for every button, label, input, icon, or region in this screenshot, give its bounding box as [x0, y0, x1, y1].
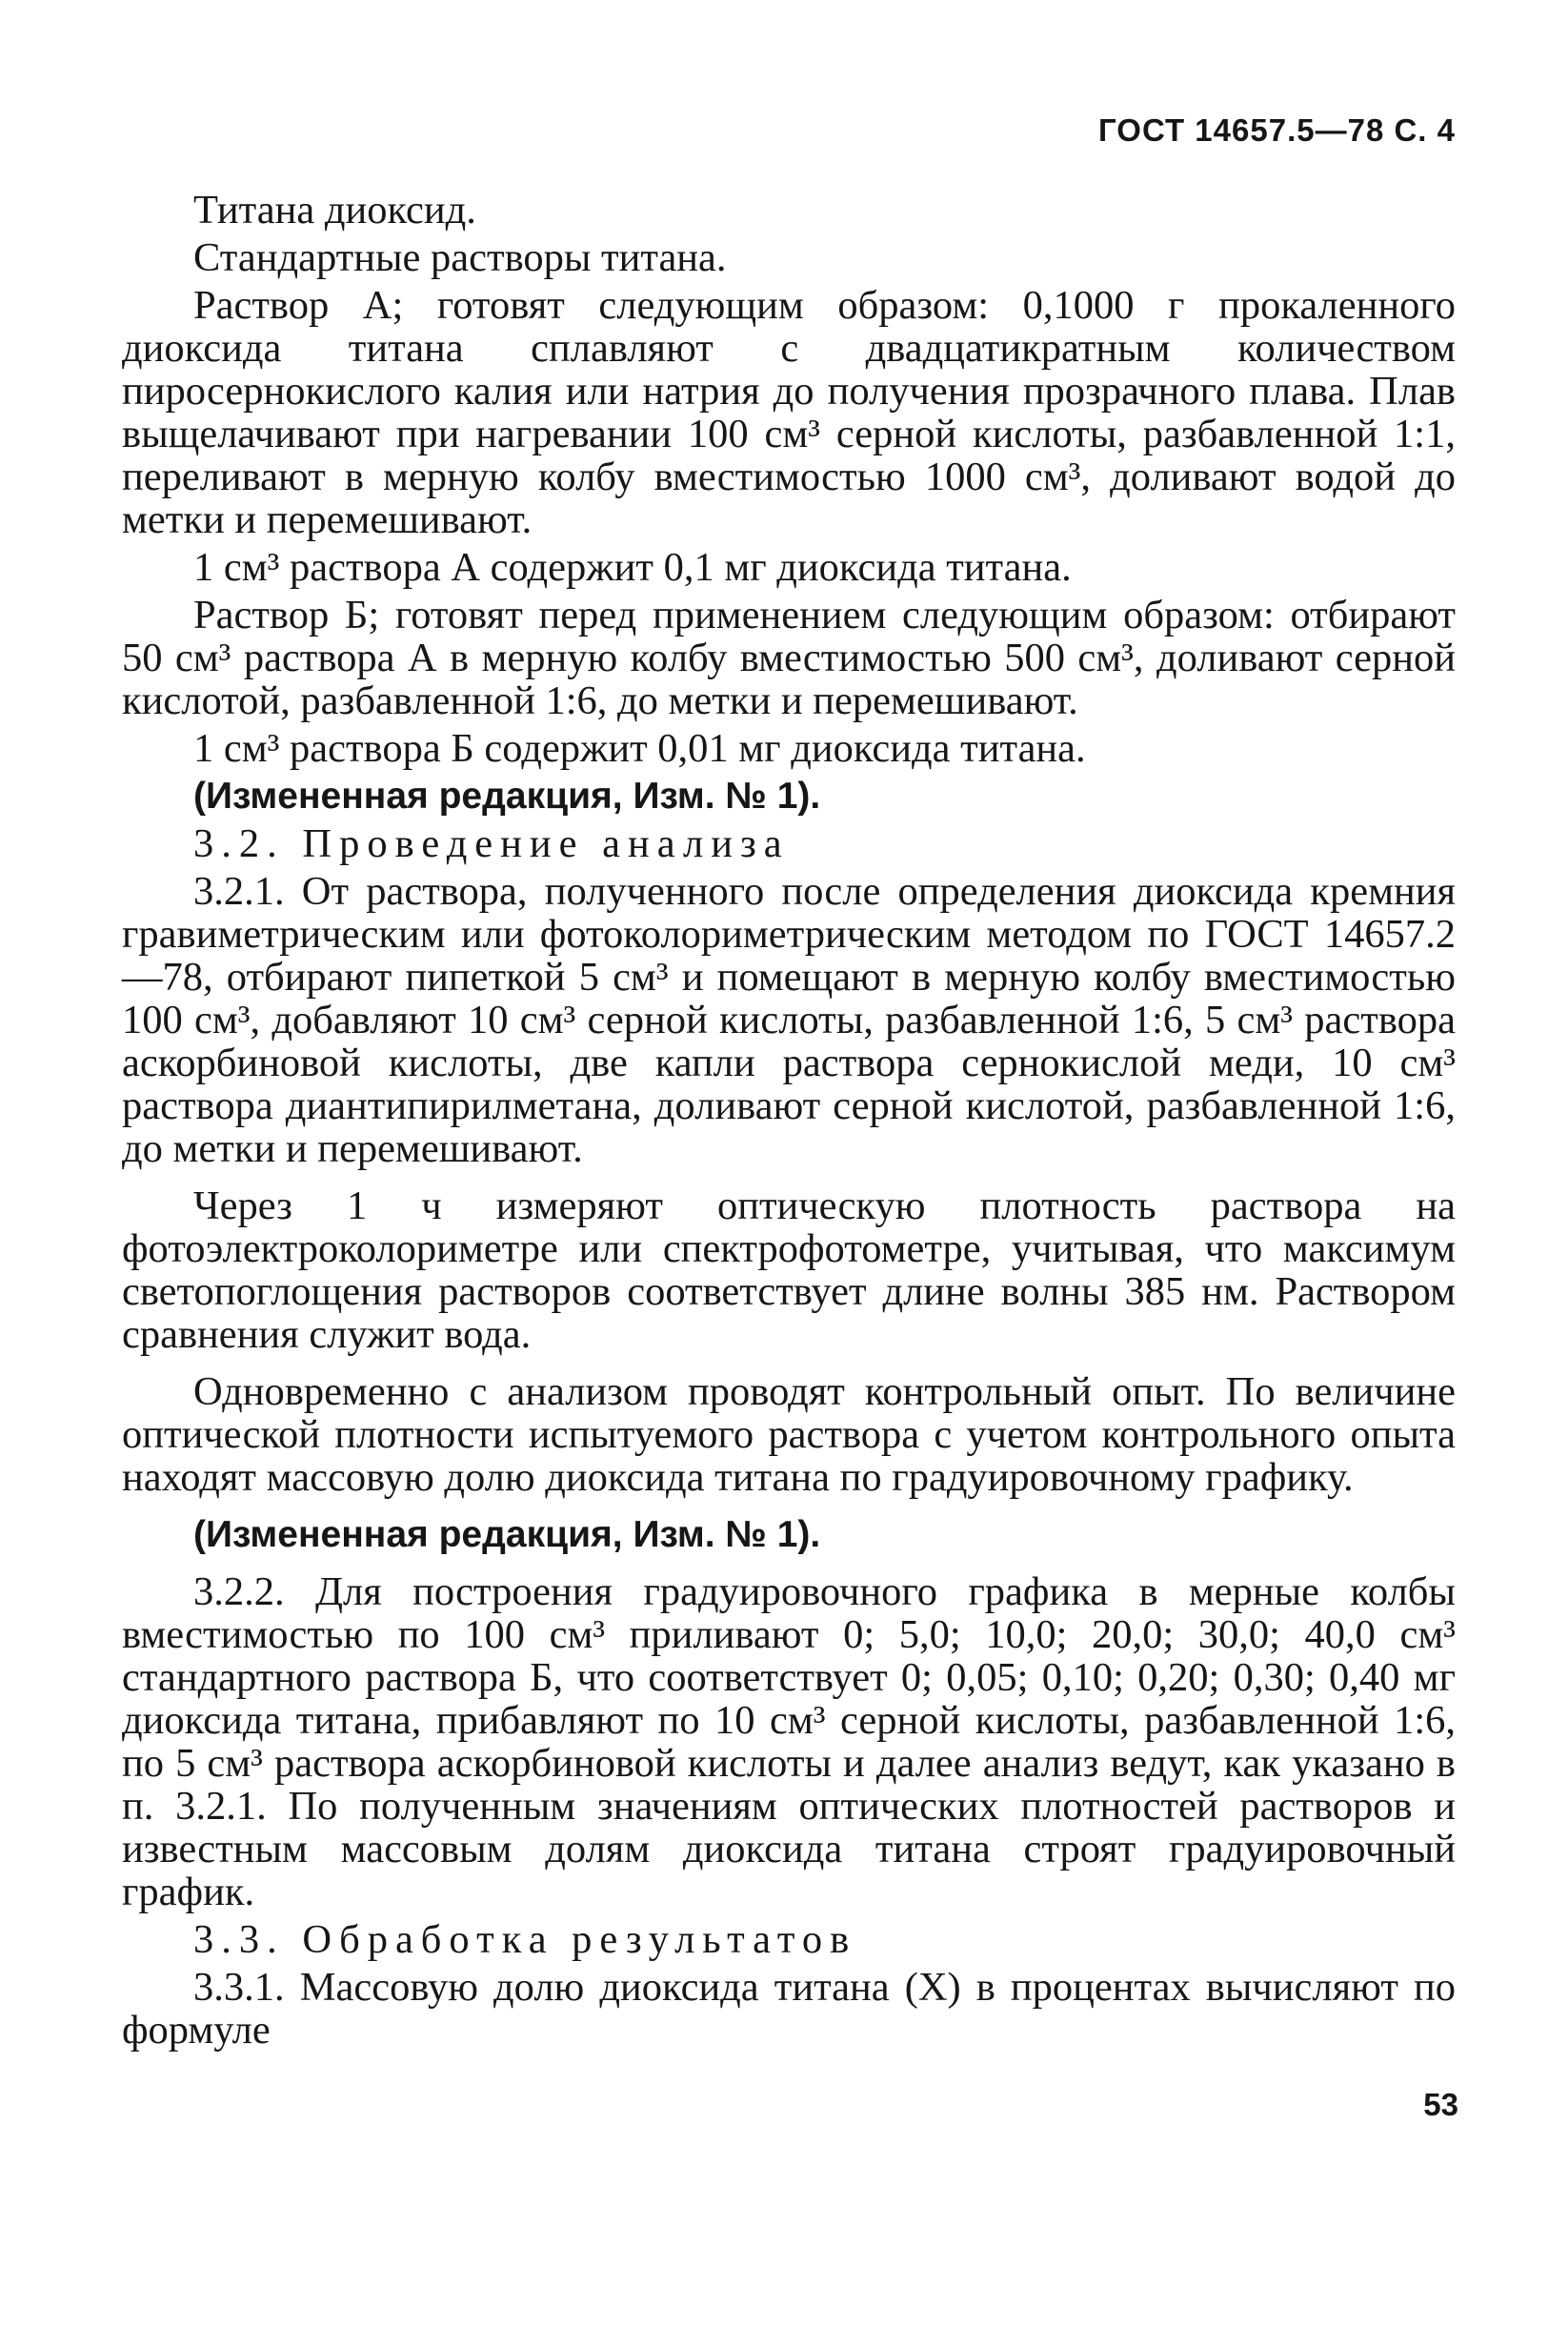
section-heading-analysis: 3.2. Проведение анализа: [193, 821, 790, 866]
paragraph-measurement: Через 1 ч измеряют оптическую плотность раствора на фотоэлектроколориметре или спектрофотометре, учитывая, что максимум светопоглощения растворов соответствует длине волны 385 нм. Раствором сравнения служит вода.: [122, 1183, 1456, 1357]
paragraph-3-2-2: 3.2.2. Для построения градуировочного графика в мерные колбы вместимостью по 100 см³ приливают 0; 5,0; 10,0; 20,0; 30,0; 40,0 см³ стандартного раствора Б, что соответствует 0; 0,05; 0,10; 0,20; 0,30; 0,40 мг диоксида титана, прибавляют по 10 см³ серной кислоты, разбавленной 1:6, по 5 см³ раствора аскорбиновой кислоты и далее анализ ведут, как указано в п. 3.2.1. По полученным значениям оптических плотностей растворов и известным массовым долям диоксида титана строят градуировочный график.: [122, 1569, 1456, 1914]
paragraph-3-3-1: 3.3.1. Массовую долю диоксида титана (X) в процентах вычисляют по формуле: [122, 1965, 1456, 2053]
paragraph-standard-solutions: Стандартные растворы титана.: [193, 235, 727, 280]
amendment-note: (Измененная редакция, Изм. № 1).: [193, 1514, 821, 1555]
page-number: 53: [1423, 2087, 1458, 2122]
page-header: ГОСТ 14657.5—78 С. 4: [1098, 112, 1456, 148]
paragraph-solution-a-content: 1 см³ раствора А содержит 0,1 мг диоксида титана.: [193, 545, 1072, 590]
paragraph-solution-b: Раствор Б; готовят перед применением следующим образом: отбирают 50 см³ раствора А в мерную колбу вместимостью 500 см³, доливают серной кислотой, разбавленной 1:6, до метки и перемешивают.: [122, 593, 1456, 723]
section-heading-results: 3.3. Обработка результатов: [193, 1917, 857, 1962]
body-text: [122, 189, 1456, 2056]
paragraph-3-2-1: 3.2.1. От раствора, полученного после определения диоксида кремния гравиметрическим или фотоколориметрическим методом по ГОСТ 14657.2—78, отбирают пипеткой 5 см³ и помещают в мерную колбу вместимостью 100 см³, добавляют 10 см³ серной кислоты, разбавленной 1:6, 5 см³ раствора аскорбиновой кислоты, две капли раствора сернокислой меди, 10 см³ раствора диантипирилметана, доливают серной кислотой, разбавленной 1:6, до метки и перемешивают.: [122, 869, 1456, 1171]
paragraph-titanium-dioxide: Титана диоксид.: [193, 188, 476, 233]
paragraph-solution-b-content: 1 см³ раствора Б содержит 0,01 мг диоксида титана.: [193, 726, 1086, 771]
paragraph-solution-a: Раствор А; готовят следующим образом: 0,1000 г прокаленного диоксида титана сплавляют с двадцатикратным количеством пиросернокислого калия или натрия до получения прозрачного плава. Плав выщелачивают при нагревании 100 см³ серной кислоты, разбавленной 1:1, переливают в мерную колбу вместимостью 1000 см³, доливают водой до метки и перемешивают.: [122, 283, 1456, 542]
paragraph-control-experiment: Одновременно с анализом проводят контрольный опыт. По величине оптической плотности испытуемого раствора с учетом контрольного опыта находят массовую долю диоксида титана по градуировочному графику.: [122, 1369, 1456, 1500]
amendment-note: (Измененная редакция, Изм. № 1).: [193, 776, 821, 817]
